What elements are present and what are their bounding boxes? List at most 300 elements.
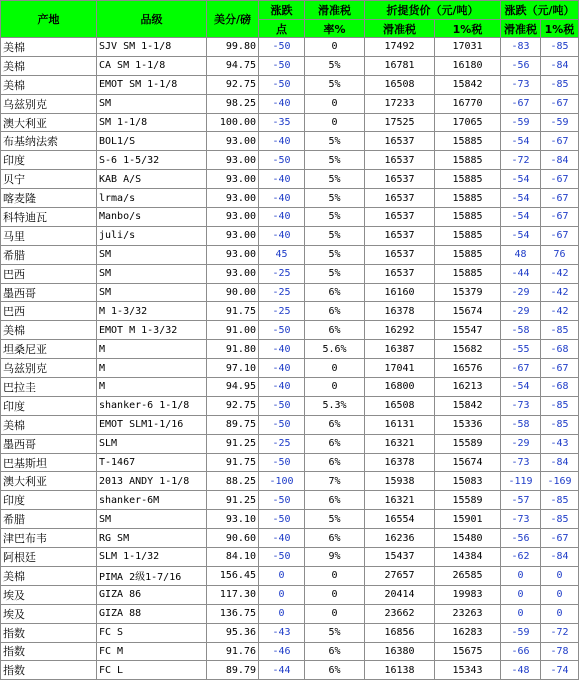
cell-usd-per-lb: 91.25 (207, 491, 259, 510)
cell-price-sliding: 16380 (365, 642, 435, 661)
cell-usd-per-lb: 93.00 (207, 226, 259, 245)
cell-origin: 墨西哥 (1, 283, 97, 302)
cell-price-sliding: 17041 (365, 359, 435, 378)
cell-change-points: -35 (259, 113, 305, 132)
cell-change-points: -50 (259, 396, 305, 415)
cell-change-1pct: -67 (541, 170, 579, 189)
cell-price-sliding: 16537 (365, 245, 435, 264)
cell-origin: 乌兹别克 (1, 94, 97, 113)
cell-usd-per-lb: 90.60 (207, 529, 259, 548)
cell-tax-rate: 5.3% (305, 396, 365, 415)
cell-change-1pct: -84 (541, 151, 579, 170)
cell-origin: 巴拉圭 (1, 378, 97, 397)
cell-change-points: -25 (259, 264, 305, 283)
cell-price-sliding: 16856 (365, 623, 435, 642)
cell-change-1pct: -59 (541, 113, 579, 132)
cell-change-1pct: -85 (541, 491, 579, 510)
col-header-chg-1pct: 1%税 (541, 20, 579, 38)
cell-price-sliding: 16387 (365, 340, 435, 359)
cell-change-sliding: -56 (501, 529, 541, 548)
cell-usd-per-lb: 136.75 (207, 604, 259, 623)
table-row (1, 226, 579, 245)
cell-change-points: -43 (259, 623, 305, 642)
cell-price-1pct: 17031 (435, 38, 501, 57)
cell-usd-per-lb: 91.00 (207, 321, 259, 340)
cell-origin: 埃及 (1, 604, 97, 623)
cell-change-points: -50 (259, 415, 305, 434)
cell-origin: 希腊 (1, 245, 97, 264)
cell-tax-rate: 6% (305, 453, 365, 472)
cell-origin: 美棉 (1, 75, 97, 94)
cell-grade: CA SM 1-1/8 (97, 56, 207, 75)
cell-change-sliding: -55 (501, 340, 541, 359)
cell-price-sliding: 17492 (365, 38, 435, 57)
cell-origin: 澳大利亚 (1, 113, 97, 132)
cell-origin: 马里 (1, 226, 97, 245)
cell-grade: EMOT SM 1-1/8 (97, 75, 207, 94)
cell-origin: 坦桑尼亚 (1, 340, 97, 359)
cell-price-1pct: 15083 (435, 472, 501, 491)
cell-price-1pct: 14384 (435, 548, 501, 567)
cell-change-points: -50 (259, 321, 305, 340)
table-row (1, 321, 579, 340)
table-row (1, 396, 579, 415)
cell-grade: T-1467 (97, 453, 207, 472)
table-row (1, 415, 579, 434)
cell-change-1pct: -85 (541, 415, 579, 434)
cell-change-sliding: -58 (501, 415, 541, 434)
cell-usd-per-lb: 98.25 (207, 94, 259, 113)
cell-change-sliding: 48 (501, 245, 541, 264)
cell-origin: 印度 (1, 491, 97, 510)
cell-price-1pct: 15675 (435, 642, 501, 661)
cell-change-1pct: -67 (541, 359, 579, 378)
cell-origin: 阿根廷 (1, 548, 97, 567)
cell-origin: 巴西 (1, 264, 97, 283)
cell-tax-rate: 6% (305, 529, 365, 548)
cell-change-sliding: 0 (501, 585, 541, 604)
cell-change-1pct: 0 (541, 585, 579, 604)
cell-price-1pct: 16770 (435, 94, 501, 113)
cell-usd-per-lb: 91.76 (207, 642, 259, 661)
cell-price-sliding: 16800 (365, 378, 435, 397)
cell-grade: Manbo/s (97, 208, 207, 227)
col-header-price-sliding: 滑准税 (365, 20, 435, 38)
cell-tax-rate: 7% (305, 472, 365, 491)
table-row (1, 245, 579, 264)
cell-tax-rate: 5% (305, 245, 365, 264)
cell-change-points: -40 (259, 529, 305, 548)
cell-origin: 墨西哥 (1, 434, 97, 453)
col-header-grade: 品级 (97, 1, 207, 38)
cell-grade: KAB A/S (97, 170, 207, 189)
cell-origin: 乌兹别克 (1, 359, 97, 378)
cell-grade: SM (97, 245, 207, 264)
cell-change-points: -50 (259, 453, 305, 472)
table-row (1, 151, 579, 170)
cell-change-sliding: -73 (501, 510, 541, 529)
cell-origin: 指数 (1, 623, 97, 642)
table-row (1, 548, 579, 567)
cell-usd-per-lb: 100.00 (207, 113, 259, 132)
cell-price-1pct: 16180 (435, 56, 501, 75)
table-row (1, 283, 579, 302)
cell-usd-per-lb: 91.75 (207, 302, 259, 321)
cell-price-1pct: 16213 (435, 378, 501, 397)
cell-origin: 澳大利亚 (1, 472, 97, 491)
cell-price-sliding: 16378 (365, 302, 435, 321)
cell-grade: FC S (97, 623, 207, 642)
cell-tax-rate: 5% (305, 56, 365, 75)
cell-price-sliding: 16537 (365, 132, 435, 151)
table-row (1, 510, 579, 529)
cell-usd-per-lb: 89.75 (207, 415, 259, 434)
cell-price-sliding: 16321 (365, 434, 435, 453)
cell-usd-per-lb: 93.00 (207, 170, 259, 189)
cell-origin: 科特迪瓦 (1, 208, 97, 227)
cell-price-sliding: 16537 (365, 151, 435, 170)
cell-grade: lrma/s (97, 189, 207, 208)
cell-price-1pct: 15901 (435, 510, 501, 529)
cell-change-points: -25 (259, 302, 305, 321)
cell-price-1pct: 15842 (435, 75, 501, 94)
cell-grade: S-6 1-5/32 (97, 151, 207, 170)
cell-price-sliding: 17233 (365, 94, 435, 113)
cell-price-1pct: 23263 (435, 604, 501, 623)
cell-price-1pct: 15343 (435, 661, 501, 680)
cell-grade: M (97, 340, 207, 359)
cell-tax-rate: 6% (305, 661, 365, 680)
cell-usd-per-lb: 91.25 (207, 434, 259, 453)
cell-tax-rate: 0 (305, 604, 365, 623)
cell-origin: 喀麦隆 (1, 189, 97, 208)
cell-usd-per-lb: 91.80 (207, 340, 259, 359)
col-header-price-group: 折提货价（元/吨） (365, 1, 501, 20)
cell-change-1pct: -67 (541, 529, 579, 548)
cell-origin: 布基纳法索 (1, 132, 97, 151)
cell-usd-per-lb: 99.80 (207, 38, 259, 57)
cell-price-sliding: 16378 (365, 453, 435, 472)
cell-change-points: -40 (259, 378, 305, 397)
table-row (1, 340, 579, 359)
cell-price-1pct: 15885 (435, 170, 501, 189)
col-header-change-group: 涨跌（元/吨） (501, 1, 579, 20)
cell-change-1pct: -85 (541, 396, 579, 415)
cell-change-sliding: -29 (501, 434, 541, 453)
cell-grade: shanker-6 1-1/8 (97, 396, 207, 415)
cell-price-sliding: 16292 (365, 321, 435, 340)
cell-change-sliding: -54 (501, 226, 541, 245)
cell-price-1pct: 15682 (435, 340, 501, 359)
cell-grade: BOL1/S (97, 132, 207, 151)
cell-change-points: -44 (259, 661, 305, 680)
cell-change-1pct: 0 (541, 604, 579, 623)
cell-change-1pct: -85 (541, 510, 579, 529)
cell-change-points: -40 (259, 226, 305, 245)
cell-change-sliding: -59 (501, 113, 541, 132)
table-row (1, 529, 579, 548)
cell-price-1pct: 19983 (435, 585, 501, 604)
cell-price-sliding: 23662 (365, 604, 435, 623)
cell-price-sliding: 16781 (365, 56, 435, 75)
cell-usd-per-lb: 94.95 (207, 378, 259, 397)
cell-origin: 希腊 (1, 510, 97, 529)
cell-price-sliding: 15938 (365, 472, 435, 491)
cell-price-sliding: 27657 (365, 566, 435, 585)
cell-tax-rate: 9% (305, 548, 365, 567)
cell-origin: 美棉 (1, 38, 97, 57)
cell-change-points: -46 (259, 642, 305, 661)
col-header-origin: 产地 (1, 1, 97, 38)
cell-price-1pct: 15589 (435, 434, 501, 453)
cell-change-1pct: 76 (541, 245, 579, 264)
cell-change-sliding: -119 (501, 472, 541, 491)
cell-price-sliding: 16537 (365, 226, 435, 245)
cell-grade: SLM (97, 434, 207, 453)
table-row (1, 208, 579, 227)
cell-change-sliding: -44 (501, 264, 541, 283)
cell-price-sliding: 16160 (365, 283, 435, 302)
col-header-change-bottom: 点 (259, 20, 305, 38)
cell-change-1pct: -67 (541, 94, 579, 113)
header-row-top (1, 1, 579, 20)
table-row (1, 472, 579, 491)
col-header-price-1pct: 1%税 (435, 20, 501, 38)
cell-usd-per-lb: 156.45 (207, 566, 259, 585)
cell-usd-per-lb: 88.25 (207, 472, 259, 491)
cell-usd-per-lb: 93.00 (207, 189, 259, 208)
cell-origin: 津巴布韦 (1, 529, 97, 548)
cell-change-sliding: -54 (501, 170, 541, 189)
cell-change-sliding: -56 (501, 56, 541, 75)
col-header-tax-top: 滑准税 (305, 1, 365, 20)
cell-origin: 指数 (1, 642, 97, 661)
cell-change-points: -40 (259, 340, 305, 359)
cell-change-points: -50 (259, 56, 305, 75)
cell-grade: SM (97, 264, 207, 283)
cell-change-1pct: -84 (541, 548, 579, 567)
cell-usd-per-lb: 84.10 (207, 548, 259, 567)
cell-price-sliding: 16508 (365, 396, 435, 415)
cell-change-1pct: -68 (541, 340, 579, 359)
cell-price-sliding: 16537 (365, 208, 435, 227)
cell-change-points: 45 (259, 245, 305, 264)
cell-tax-rate: 5% (305, 623, 365, 642)
table-row (1, 642, 579, 661)
table-row (1, 302, 579, 321)
cell-change-sliding: -67 (501, 359, 541, 378)
table-row (1, 56, 579, 75)
cell-change-points: -50 (259, 510, 305, 529)
cell-price-1pct: 15336 (435, 415, 501, 434)
cell-price-1pct: 15885 (435, 151, 501, 170)
cell-change-1pct: -85 (541, 75, 579, 94)
cell-price-1pct: 15885 (435, 208, 501, 227)
cell-price-sliding: 16554 (365, 510, 435, 529)
cell-price-1pct: 17065 (435, 113, 501, 132)
cell-change-1pct: -84 (541, 56, 579, 75)
cell-tax-rate: 6% (305, 283, 365, 302)
cell-usd-per-lb: 92.75 (207, 75, 259, 94)
cell-usd-per-lb: 92.75 (207, 396, 259, 415)
cell-change-1pct: -72 (541, 623, 579, 642)
cell-change-points: 0 (259, 604, 305, 623)
table-row (1, 113, 579, 132)
cell-price-1pct: 15885 (435, 132, 501, 151)
cell-change-sliding: -54 (501, 189, 541, 208)
table-row (1, 264, 579, 283)
table-body (1, 38, 579, 680)
cell-tax-rate: 0 (305, 585, 365, 604)
cell-origin: 印度 (1, 151, 97, 170)
cell-change-points: -50 (259, 75, 305, 94)
cell-change-1pct: -68 (541, 378, 579, 397)
table-header (1, 1, 579, 38)
table-row (1, 453, 579, 472)
cell-price-1pct: 15379 (435, 283, 501, 302)
cell-tax-rate: 6% (305, 415, 365, 434)
cell-price-sliding: 16508 (365, 75, 435, 94)
table-row (1, 623, 579, 642)
cell-grade: SJV SM 1-1/8 (97, 38, 207, 57)
cell-change-sliding: -29 (501, 283, 541, 302)
cell-grade: SM (97, 283, 207, 302)
cell-grade: EMOT SLM1-1/16 (97, 415, 207, 434)
col-header-change-top: 涨跌 (259, 1, 305, 20)
cell-change-points: -40 (259, 208, 305, 227)
cell-grade: FC M (97, 642, 207, 661)
cell-change-sliding: -72 (501, 151, 541, 170)
cell-change-sliding: -73 (501, 75, 541, 94)
cell-change-sliding: -73 (501, 396, 541, 415)
cell-tax-rate: 5% (305, 510, 365, 529)
col-header-usd: 美分/磅 (207, 1, 259, 38)
cell-tax-rate: 6% (305, 434, 365, 453)
cell-change-sliding: -67 (501, 94, 541, 113)
cell-change-sliding: -57 (501, 491, 541, 510)
cell-tax-rate: 0 (305, 94, 365, 113)
cell-usd-per-lb: 90.00 (207, 283, 259, 302)
cell-price-sliding: 16131 (365, 415, 435, 434)
col-header-tax-bottom: 率% (305, 20, 365, 38)
cell-usd-per-lb: 97.10 (207, 359, 259, 378)
cell-price-sliding: 16537 (365, 264, 435, 283)
cell-change-points: -50 (259, 548, 305, 567)
cell-price-sliding: 17525 (365, 113, 435, 132)
table-row (1, 132, 579, 151)
cell-grade: M 1-3/32 (97, 302, 207, 321)
cell-price-1pct: 15885 (435, 189, 501, 208)
cell-grade: M (97, 378, 207, 397)
cell-price-sliding: 16236 (365, 529, 435, 548)
cell-grade: 2013 ANDY 1-1/8 (97, 472, 207, 491)
cell-usd-per-lb: 93.00 (207, 208, 259, 227)
cell-tax-rate: 6% (305, 321, 365, 340)
cell-price-1pct: 15885 (435, 226, 501, 245)
cell-usd-per-lb: 89.79 (207, 661, 259, 680)
table-row (1, 585, 579, 604)
table-row (1, 75, 579, 94)
cell-tax-rate: 0 (305, 378, 365, 397)
cell-price-1pct: 15589 (435, 491, 501, 510)
cell-usd-per-lb: 93.00 (207, 264, 259, 283)
cell-change-sliding: -54 (501, 132, 541, 151)
cell-grade: GIZA 88 (97, 604, 207, 623)
cell-change-points: -40 (259, 132, 305, 151)
cell-grade: FC L (97, 661, 207, 680)
cell-grade: shanker-6M (97, 491, 207, 510)
cell-tax-rate: 5% (305, 170, 365, 189)
cell-change-points: -50 (259, 38, 305, 57)
cell-change-sliding: 0 (501, 566, 541, 585)
cell-change-1pct: -67 (541, 226, 579, 245)
cell-price-1pct: 15674 (435, 302, 501, 321)
cell-change-1pct: -84 (541, 453, 579, 472)
cell-price-1pct: 15885 (435, 245, 501, 264)
cell-price-1pct: 16576 (435, 359, 501, 378)
cell-origin: 美棉 (1, 415, 97, 434)
cell-change-sliding: -83 (501, 38, 541, 57)
cell-grade: RG SM (97, 529, 207, 548)
cell-change-points: -25 (259, 283, 305, 302)
cell-usd-per-lb: 93.10 (207, 510, 259, 529)
cell-tax-rate: 5% (305, 189, 365, 208)
cell-change-1pct: -74 (541, 661, 579, 680)
cell-price-1pct: 15480 (435, 529, 501, 548)
cell-change-points: -40 (259, 94, 305, 113)
cell-grade: GIZA 86 (97, 585, 207, 604)
cell-tax-rate: 0 (305, 38, 365, 57)
cell-tax-rate: 5% (305, 151, 365, 170)
cell-tax-rate: 6% (305, 302, 365, 321)
cell-change-sliding: -54 (501, 208, 541, 227)
cell-tax-rate: 0 (305, 113, 365, 132)
cell-change-1pct: -85 (541, 321, 579, 340)
cell-change-points: -100 (259, 472, 305, 491)
cell-change-1pct: -42 (541, 283, 579, 302)
cell-usd-per-lb: 95.36 (207, 623, 259, 642)
cell-usd-per-lb: 117.30 (207, 585, 259, 604)
cell-change-1pct: -169 (541, 472, 579, 491)
cell-origin: 美棉 (1, 566, 97, 585)
cell-change-1pct: -78 (541, 642, 579, 661)
cell-grade: SLM 1-1/32 (97, 548, 207, 567)
cell-change-1pct: -42 (541, 264, 579, 283)
cell-change-sliding: -66 (501, 642, 541, 661)
cell-change-1pct: -67 (541, 189, 579, 208)
table-row (1, 94, 579, 113)
cell-change-1pct: -85 (541, 38, 579, 57)
cell-grade: PIMA 2级1-7/16 (97, 566, 207, 585)
cell-tax-rate: 6% (305, 491, 365, 510)
table-row (1, 38, 579, 57)
cell-change-sliding: -73 (501, 453, 541, 472)
cell-change-points: 0 (259, 585, 305, 604)
cell-price-1pct: 15842 (435, 396, 501, 415)
cell-grade: juli/s (97, 226, 207, 245)
cell-tax-rate: 6% (305, 642, 365, 661)
cell-tax-rate: 5% (305, 208, 365, 227)
cell-change-sliding: -62 (501, 548, 541, 567)
cell-origin: 美棉 (1, 56, 97, 75)
cell-price-sliding: 16537 (365, 189, 435, 208)
cell-price-1pct: 15674 (435, 453, 501, 472)
cell-tax-rate: 5.6% (305, 340, 365, 359)
cell-tax-rate: 5% (305, 132, 365, 151)
table-row (1, 189, 579, 208)
cell-change-1pct: 0 (541, 566, 579, 585)
cell-change-1pct: -43 (541, 434, 579, 453)
